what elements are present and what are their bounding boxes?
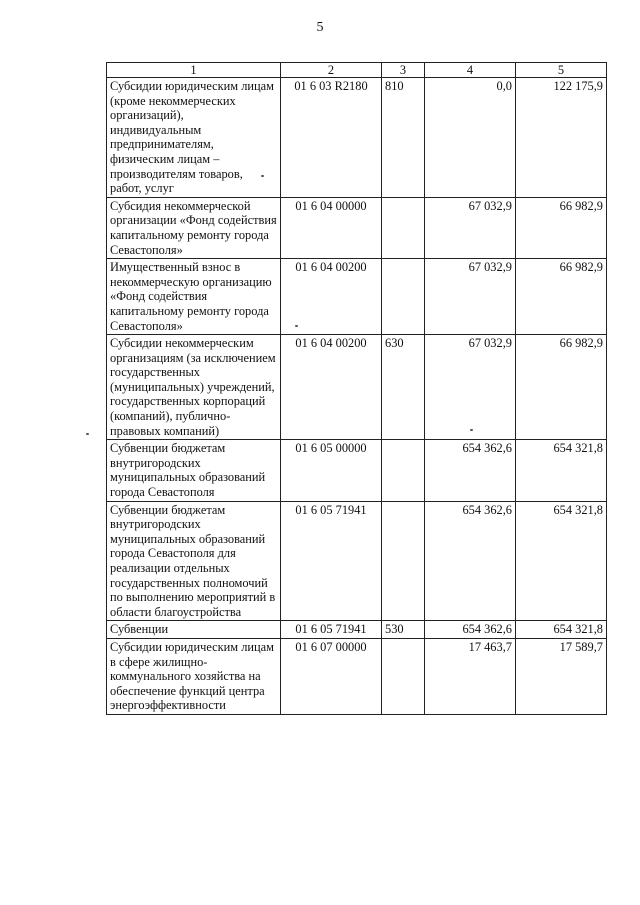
row-code: 01 6 05 71941 (281, 501, 382, 621)
table-row (107, 440, 607, 501)
column-header-2: 2 (281, 63, 382, 78)
row-sum-1: 67 032,9 (425, 259, 516, 335)
row-name: Субсидии юридическим лицам (кроме некоммерческих организаций), индивидуальным предпринимателям, физическим лицам – производителям товаров, работ, услуг (107, 78, 281, 198)
row-sum-2: 122 175,9 (516, 78, 607, 198)
row-name: Субсидия некоммерческой организации «Фонд содействия капитальному ремонту города Севастополя» (107, 197, 281, 258)
row-sum-2: 66 982,9 (516, 335, 607, 440)
table-row (107, 78, 607, 198)
table-header-row (107, 63, 607, 78)
row-name: Имущественный взнос в некоммерческую организацию «Фонд содействия капитальному ремонту города Севастополя» (107, 259, 281, 335)
row-type (382, 197, 425, 258)
column-header-5: 5 (516, 63, 607, 78)
scan-speck (295, 325, 298, 327)
row-code: 01 6 05 71941 (281, 621, 382, 639)
row-sum-1: 17 463,7 (425, 638, 516, 714)
row-sum-1: 0,0 (425, 78, 516, 198)
row-sum-1: 67 032,9 (425, 197, 516, 258)
row-sum-1: 654 362,6 (425, 440, 516, 501)
budget-table (106, 62, 607, 715)
row-name: Субсидии некоммерческим организациям (за исключением государственных (муниципальных) учреждений, государственных корпораций (компаний), публично-правовых компаний) (107, 335, 281, 440)
table-row (107, 638, 607, 714)
row-sum-1: 654 362,6 (425, 501, 516, 621)
row-sum-1: 654 362,6 (425, 621, 516, 639)
row-sum-2: 654 321,8 (516, 501, 607, 621)
row-code: 01 6 03 R2180 (281, 78, 382, 198)
scan-speck (261, 175, 264, 177)
row-type (382, 638, 425, 714)
row-code: 01 6 04 00000 (281, 197, 382, 258)
column-header-4: 4 (425, 63, 516, 78)
row-code: 01 6 05 00000 (281, 440, 382, 501)
row-sum-2: 654 321,8 (516, 621, 607, 639)
row-code: 01 6 04 00200 (281, 335, 382, 440)
row-type (382, 501, 425, 621)
column-header-1: 1 (107, 63, 281, 78)
table-row (107, 259, 607, 335)
row-name: Субвенции бюджетам внутригородских муниципальных образований города Севастополя (107, 440, 281, 501)
column-header-3: 3 (382, 63, 425, 78)
table-row (107, 621, 607, 639)
row-sum-2: 66 982,9 (516, 197, 607, 258)
row-type: 630 (382, 335, 425, 440)
row-name: Субвенции бюджетам внутригородских муниципальных образований города Севастополя для реализации отдельных государственных полномочий по выполнению мероприятий в области благоустройства (107, 501, 281, 621)
table-row (107, 501, 607, 621)
row-code: 01 6 07 00000 (281, 638, 382, 714)
scan-speck (86, 433, 89, 435)
row-name: Субвенции (107, 621, 281, 639)
row-sum-2: 66 982,9 (516, 259, 607, 335)
row-type: 530 (382, 621, 425, 639)
page-number: 5 (316, 20, 324, 35)
row-sum-2: 654 321,8 (516, 440, 607, 501)
row-type (382, 440, 425, 501)
scan-speck (470, 429, 473, 431)
table-row (107, 335, 607, 440)
row-code: 01 6 04 00200 (281, 259, 382, 335)
table-row (107, 197, 607, 258)
row-sum-2: 17 589,7 (516, 638, 607, 714)
row-type (382, 259, 425, 335)
row-name: Субсидии юридическим лицам в сфере жилищно-коммунального хозяйства на обеспечение функций центра энергоэффективности (107, 638, 281, 714)
row-sum-1: 67 032,9 (425, 335, 516, 440)
row-type: 810 (382, 78, 425, 198)
